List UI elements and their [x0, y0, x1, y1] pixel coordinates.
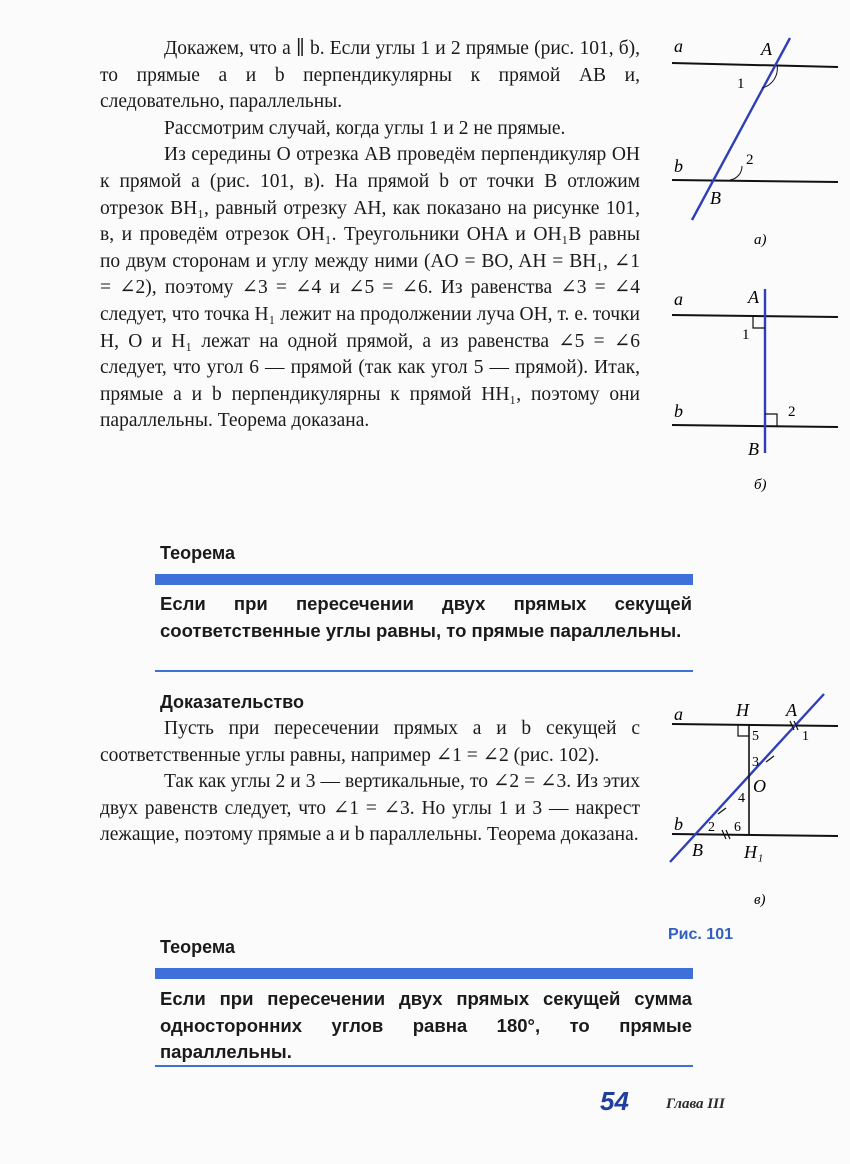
figure-sublabel: б) [754, 477, 767, 493]
line-a [672, 724, 838, 726]
label-angle-5: 5 [752, 729, 759, 744]
label-line-a: a [674, 704, 683, 724]
label-point-a: A [786, 700, 797, 720]
label-angle-3: 3 [752, 755, 759, 770]
label-angle-1: 1 [802, 729, 809, 744]
label-point-b: B [748, 439, 759, 459]
line-a [672, 63, 838, 67]
chapter-label: Глава III [666, 1096, 725, 1112]
label-line-b: b [674, 156, 683, 176]
line-a [672, 315, 838, 317]
theorem-heading: Теорема [160, 543, 235, 563]
label-angle-2: 2 [788, 404, 796, 420]
label-line-b: b [674, 401, 683, 421]
right-angle-mark [753, 316, 765, 328]
figure-101a [662, 30, 848, 257]
label-angle-2: 2 [746, 152, 754, 168]
prose-paragraph: Из середины O отрезка AB проведём перпендикуляр OH к прямой a (рис. 101, в). На прямой b от точки B отложим отрезок BH₁, равный отрезку AH, как показано на рисунке 101, в, и проведём отрезок OH₁. Треугольники OHA и OH₁B равны по двум сторонам и углу между ними (AO = BO, AH = BH₁, ∠1 = ∠2), поэтому ∠3 = ∠4 и ∠5 = ∠6. Из равенства ∠3 = ∠4 следует, что точка H₁ лежит на продолжении луча OH, т. е. точки H, O и H₁ лежат на одной прямой, а из равенства ∠5 = ∠6 следует, что угол 6 — прямой (так как угол 5 — прямой). Итак, прямые a и b перпендикулярны к прямой HH₁, поэтому они параллельны. Теорема доказана. [100, 144, 640, 432]
theorem-text: Если при пересечении двух прямых секущей сумма односторонних углов равна 180°, то прямые параллельны. [160, 988, 692, 1062]
label-angle-1: 1 [737, 76, 745, 92]
label-point-a: A [761, 39, 772, 59]
figure-101a-diagram [662, 30, 848, 252]
label-angle-1: 1 [742, 327, 750, 343]
label-point-h1: H₁ [744, 842, 764, 862]
proof-paragraph: Пусть при пересечении прямых a и b секущей c соответственные углы равны, например ∠1 = ∠2 (рис. 102). [100, 718, 640, 766]
label-angle-2: 2 [708, 820, 715, 835]
theorem-rule [155, 1065, 693, 1067]
page-number: 54 [600, 1086, 629, 1116]
figure-101b-diagram [662, 285, 848, 495]
line-b [672, 180, 838, 182]
label-point-b: B [692, 840, 703, 860]
proof-heading: Доказательство [160, 692, 304, 712]
figure-101b [662, 285, 848, 500]
figure-sublabel: в) [754, 892, 766, 908]
label-line-a: a [674, 289, 683, 309]
right-angle-mark [765, 414, 777, 426]
theorem-text: Если при пересечении двух прямых секущей соответственные углы равны, то прямые параллельны. [160, 593, 692, 641]
label-point-o: O [753, 776, 766, 796]
figure-caption: Рис. 101 [668, 926, 733, 943]
label-point-b: B [710, 188, 721, 208]
proof-prose [100, 36, 640, 435]
angle-arc [730, 166, 742, 180]
right-angle-mark [738, 725, 749, 736]
prose-paragraph: Рассмотрим случай, когда углы 1 и 2 не прямые. [164, 117, 566, 139]
prose-paragraph: Докажем, что a ∥ b. Если углы 1 и 2 прямые (рис. 101, б), то прямые a и b перпендикулярны к прямой AB и, следовательно, параллельны. [100, 38, 640, 113]
figure-101c-diagram [662, 690, 848, 914]
label-angle-4: 4 [738, 791, 745, 806]
label-angle-6: 6 [734, 820, 741, 835]
proof-paragraph: Так как углы 2 и 3 — вертикальные, то ∠2 = ∠3. Из этих двух равенств следует, что ∠1 = ∠3. Но углы 1 и 3 — накрест лежащие, поэтому прямые a и b параллельны. Теорема доказана. [100, 771, 640, 846]
figure-sublabel: а) [754, 232, 767, 248]
label-point-a: A [748, 287, 759, 307]
label-line-a: a [674, 36, 683, 56]
theorem-bar [155, 968, 693, 979]
line-b [672, 425, 838, 427]
proof-body [100, 716, 640, 849]
label-point-h: H [736, 700, 749, 720]
label-line-b: b [674, 814, 683, 834]
theorem-bar [155, 574, 693, 585]
theorem-heading: Теорема [160, 937, 235, 957]
figure-101c [662, 690, 848, 919]
theorem-rule [155, 670, 693, 672]
